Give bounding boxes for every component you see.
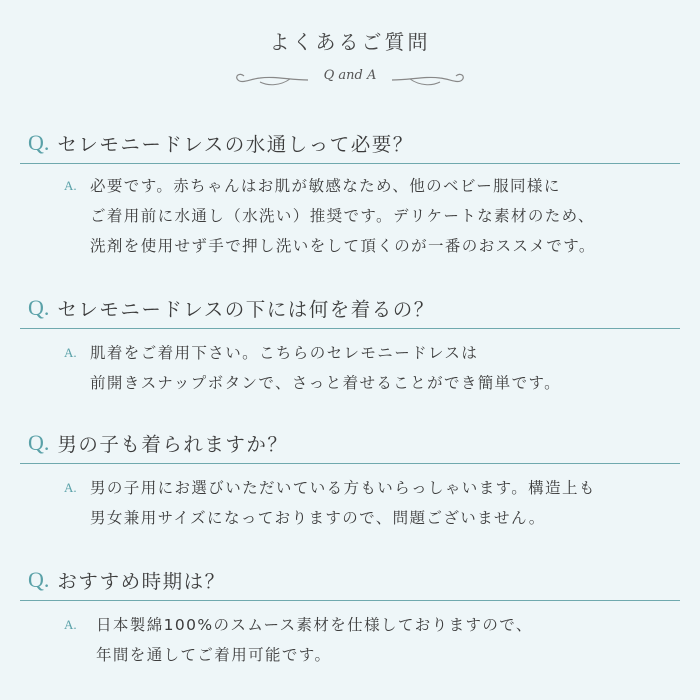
- question-text: 男の子も着られますか？: [57, 433, 289, 456]
- answer-line: 必要です。赤ちゃんはお肌が敏感なため、他のベビー服同様に: [90, 177, 561, 195]
- a-mark: A.: [64, 480, 77, 495]
- answer-line: 年間を通してご着用可能です。: [96, 646, 332, 664]
- answer-line: 男女兼用サイズになっておりますので、問題ございません。: [90, 509, 546, 527]
- question-text: セレモニードレスの水通しって必要？: [57, 133, 414, 156]
- question-row: [28, 562, 226, 598]
- q-mark: Q.: [28, 295, 50, 320]
- answer-line: 日本製綿100%のスムース素材を仕様しておりますので、: [96, 616, 533, 634]
- question-row: [28, 425, 288, 461]
- q-mark: Q.: [28, 430, 50, 455]
- answer-line: 肌着をご着用下さい。こちらのセレモニードレスは: [90, 344, 479, 362]
- q-mark: Q.: [28, 567, 50, 592]
- question-text: おすすめ時期は？: [57, 570, 226, 593]
- page-subtitle: Q and A: [323, 68, 377, 83]
- a-mark: A.: [64, 345, 77, 360]
- answer-line: 前開きスナップボタンで、さっと着せることができ簡単です。: [90, 374, 562, 392]
- answer-line: 男の子用にお選びいただいている方もいらっしゃいます。構造上も: [90, 479, 596, 497]
- divider: [20, 328, 680, 329]
- divider: [20, 600, 680, 601]
- question-row: [28, 290, 435, 326]
- page-title: よくあるご質問: [269, 30, 431, 54]
- q-mark: Q.: [28, 130, 50, 155]
- divider: [20, 463, 680, 464]
- question-text: セレモニードレスの下には何を着るの？: [57, 298, 435, 321]
- question-row: [28, 125, 414, 161]
- a-mark: A.: [64, 178, 77, 193]
- answer-line: ご着用前に水通し（水洗い）推奨です。デリケートな素材のため、: [90, 207, 595, 225]
- answer-line: 洗剤を使用せず手で押し洗いをして頂くのが一番のおススメです。: [90, 237, 596, 255]
- divider: [20, 163, 680, 164]
- a-mark: A.: [64, 617, 77, 632]
